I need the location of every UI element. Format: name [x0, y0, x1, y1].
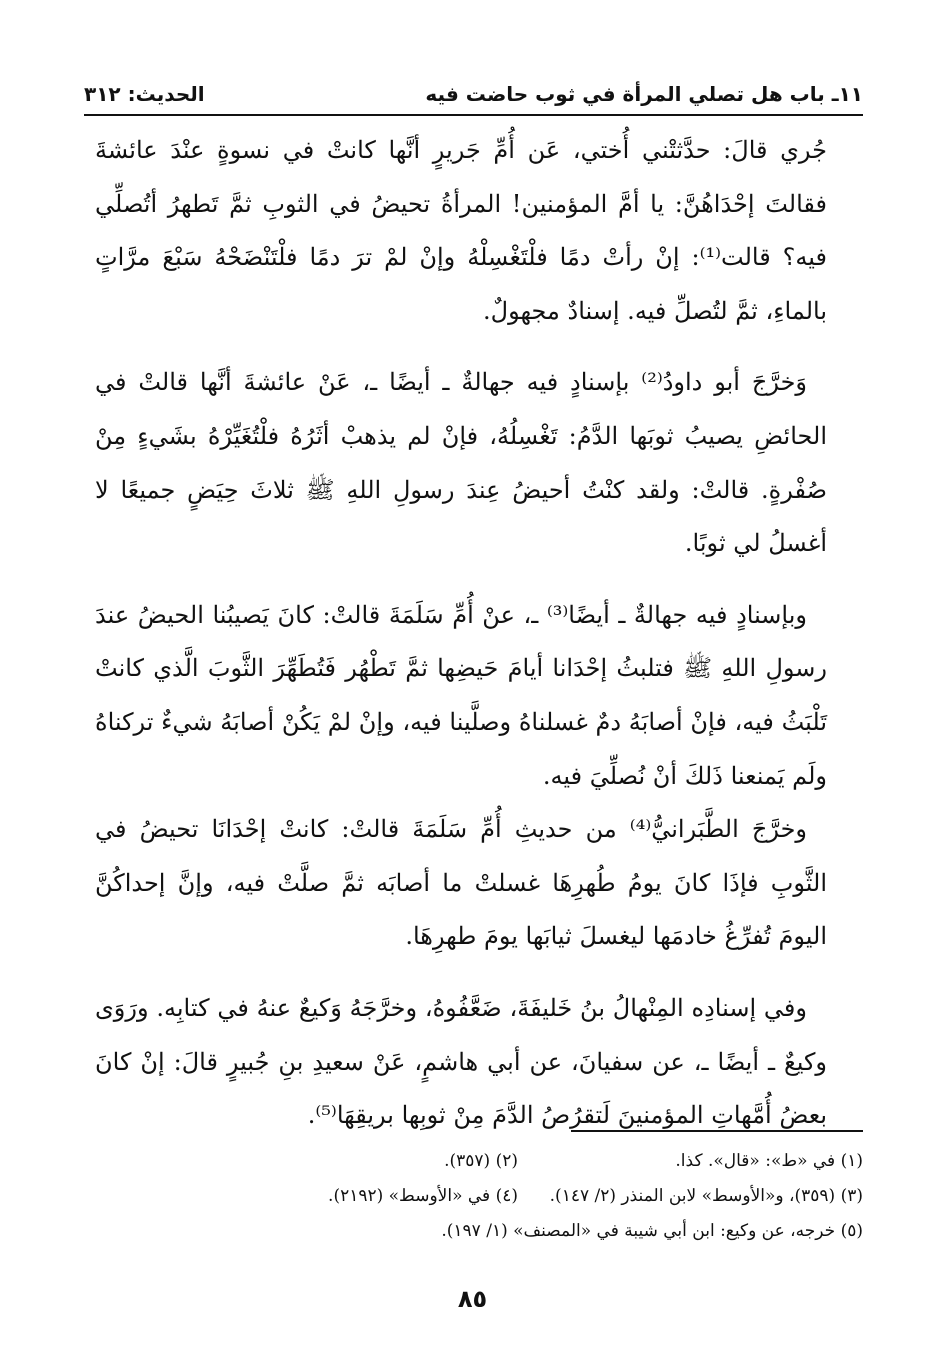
- main-text: [95, 124, 827, 1143]
- running-header: [84, 70, 863, 106]
- paragraph-1: جُري قالَ: حدَّثتْني أُختي، عَن أُمِّ جَريرٍ أنَّها كانتْ في نسوةٍ عنْدَ عائشةَ فقالتَ إحْدَاهُنَّ: يا أمَّ المؤمنين! المرأةُ تحيضُ في الثوبِ ثمَّ تَطهرُ أتُصلِّي فيه؟ قالت⁽¹⁾: إنْ رأتْ دمًا فلْتَغْسِلْهُ وإنْ لمْ ترَ دمًا فلْتَنْضَحْهُ سَبْعَ مرَّاتٍ بالماءِ، ثمَّ لتُصلِّ فيه. إسنادٌ مجهولٌ.: [95, 136, 827, 325]
- header-divider: [84, 114, 863, 116]
- footnote-3: (٣) (٣٥٩)، و«الأوسط» لابن المنذر (٢/ ١٤٧).: [549, 1186, 863, 1206]
- hadith-number: الحديث: ٣١٢: [84, 82, 205, 106]
- footnote-divider: [571, 1130, 863, 1132]
- chapter-title: ١١ـ باب هل تصلي المرأة في ثوب حاضت فيه: [425, 82, 863, 106]
- paragraph-2: وَخرَّجَ أبو داودُ⁽²⁾ بإسنادٍ فيه جهالةٌ ـ أيضًا ـ، عَنْ عائشةَ أنَّها قالتْ في الحائضِ يصيبُ ثوبَها الدَّمُ: تَغْسِلُهُ، فإنْ لم يذهبْ أثَرُهُ فلْتُغَيِّرْهُ بشَيءٍ مِنْ صُفْرةٍ. قالتْ: ولقد كنْتُ أحيضُ عِندَ رسولِ اللهِ ﷺ ثلاثَ حِيَضٍ جميعًا لا أغسلُ لي ثوبًا.: [95, 368, 827, 558]
- footnote-2: (٢) (٣٥٧).: [444, 1151, 518, 1171]
- footnote-1: (١) في «ط»: «قال». كذا.: [675, 1151, 863, 1171]
- paragraph-5: وفي إسنادِه المِنْهالُ بنُ خَليفَةَ، ضَعَّفُوهُ، وخرَّجَهُ وَكيعٌ عنهُ في كتابِه. ورَوَى وكيعٌ ـ أيضًا ـ، عن سفيانَ، عن أبي هاشمٍ، عَنْ سعيدِ بنِ جُبيرٍ قالَ: إنْ كانَ بعضُ أُمَّهاتِ المؤمنينَ لَتقرُصُ الدَّمَ مِنْ ثوبِها بريقِهَا⁽⁵⁾.: [95, 993, 827, 1130]
- footnotes: [240, 1144, 863, 1249]
- page-number: ٨٥: [457, 1285, 488, 1313]
- footnote-5: (٥) خرجه، عن وكيع: ابن أبي شيبة في «المصنف» (١/ ١٩٧).: [441, 1221, 863, 1241]
- paragraph-3: وبإسنادٍ فيه جهالةٌ ـ أيضًا⁽³⁾ ـ، عنْ أُمِّ سَلَمَةَ قالتْ: كانَ يَصيبُنا الحيضُ عندَ رسولِ اللهِ ﷺ فتلبثُ إحْدَانا أيامَ حَيضِها ثمَّ تَطْهُر فَتُطَهِّرَ الثَّوبَ الَّذي كانتْ تَلْبَثُ فيه، فإنْ أصابَهُ دمٌ غسلناهُ وصلَّينا فيه، وإنْ لمْ يَكُنْ أصابَهُ شيءٌ تركناهُ ولَم يَمنعنا ذَلكَ أنْ نُصلِّيَ فيه.: [95, 600, 827, 790]
- footnote-row-2: [240, 1179, 863, 1214]
- paragraph-4: وخرَّجَ الطَّبَرانيُّ⁽⁴⁾ من حديثِ أُمِّ سَلَمَةَ قالتْ: كانتْ إحْدَانَا تحيضُ في الثَّوبِ فإذَا كانَ يومُ طُهرِهَا غسلتْ ما أصابَه ثمَّ صلَّتْ فيه، وإنَّ إحداكُنَّ اليومَ تُفرِّغُ خادمَها ليغسلَ ثيابَها يومَ طهرِهَا.: [95, 815, 827, 951]
- footnote-row-1: [240, 1144, 863, 1179]
- footnote-4: (٤) في «الأوسط» (٢١٩٢).: [328, 1186, 518, 1206]
